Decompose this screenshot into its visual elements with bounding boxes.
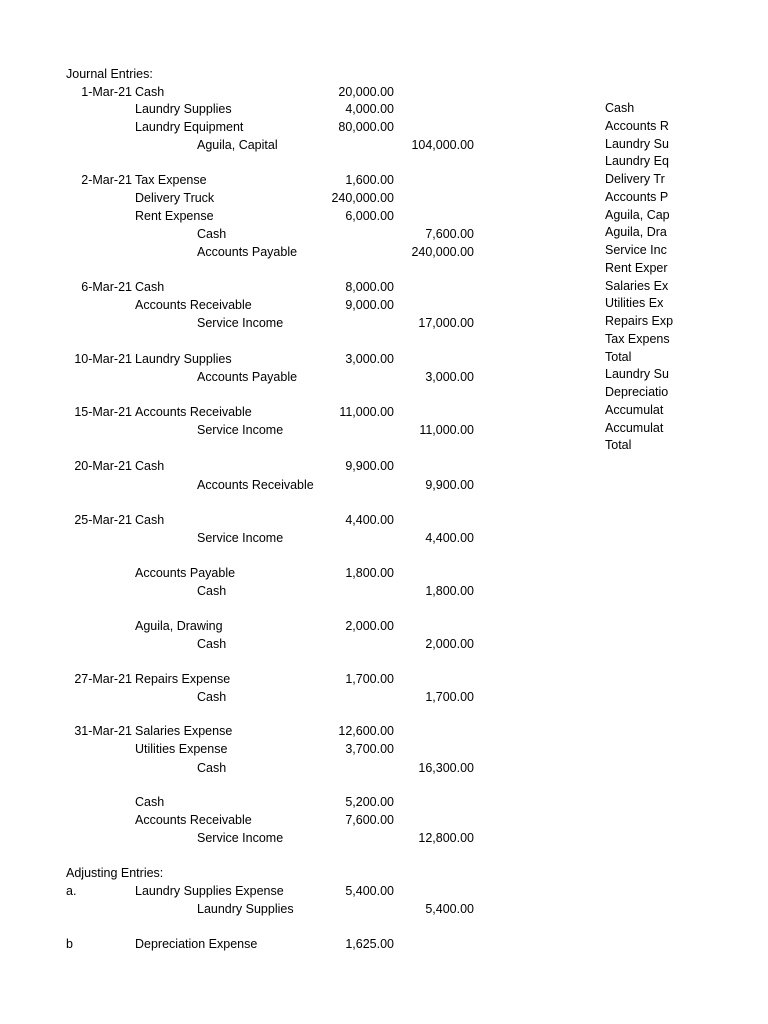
debit-amount: 20,000.00: [338, 85, 394, 99]
entry-row: [0, 638, 768, 655]
trial-balance-account: Rent Exper: [605, 260, 668, 275]
account-name: Depreciation Expense: [135, 937, 258, 951]
entry-row: [0, 620, 768, 637]
trial-balance-account: Laundry Su: [605, 136, 669, 151]
debit-amount: 7,600.00: [345, 813, 394, 827]
trial-balance-account: Salaries Ex: [605, 278, 669, 293]
account-name: Accounts Receivable: [135, 298, 252, 312]
credit-amount: 4,400.00: [425, 531, 474, 545]
account-name: Accounts Payable: [197, 245, 298, 259]
credit-amount: 17,000.00: [418, 316, 474, 330]
entry-row: [0, 673, 768, 690]
account-name: Cash: [197, 227, 227, 241]
trial-balance-account: Accounts R: [605, 118, 669, 133]
trial-balance-account: Repairs Exp: [605, 314, 674, 328]
account-name: Laundry Supplies: [135, 352, 232, 366]
debit-amount: 240,000.00: [331, 191, 394, 205]
credit-amount: 3,000.00: [425, 370, 474, 384]
debit-amount: 1,800.00: [345, 566, 394, 580]
trial-balance-account: Aguila, Dra: [605, 225, 667, 240]
credit-amount: 104,000.00: [411, 138, 474, 152]
account-name: Cash: [197, 584, 227, 598]
trial-balance-account: Accumulat: [605, 420, 664, 435]
account-name: Utilities Expense: [135, 742, 228, 756]
account-name: Service Income: [197, 831, 284, 845]
entry-date: 31-Mar-21: [74, 724, 132, 738]
credit-amount: 11,000.00: [419, 423, 474, 437]
trial-balance-account: Service Inc: [605, 243, 667, 257]
trial-balance-account: Total: [605, 349, 632, 364]
debit-amount: 3,000.00: [345, 352, 394, 366]
account-name: Repairs Expense: [135, 672, 231, 686]
account-name: Accounts Receivable: [135, 813, 252, 827]
account-name: Laundry Supplies: [197, 902, 294, 916]
entry-label: a.: [66, 884, 77, 898]
debit-amount: 9,000.00: [345, 298, 394, 312]
journal-entries-heading: Journal Entries:: [66, 67, 153, 81]
trial-balance-account: Tax Expens: [605, 331, 670, 346]
account-name: Laundry Supplies Expense: [135, 884, 284, 898]
trial-balance-account: Accumulat: [605, 402, 664, 417]
account-name: Cash: [197, 637, 227, 651]
entry-row: [0, 885, 768, 902]
entry-row: [0, 460, 768, 477]
credit-amount: 240,000.00: [411, 245, 474, 259]
trial-balance-account: Aguila, Cap: [605, 207, 670, 222]
account-name: Service Income: [197, 316, 284, 330]
account-name: Cash: [197, 761, 227, 775]
debit-amount: 1,700.00: [345, 672, 394, 686]
trial-balance-account: Accounts P: [605, 189, 669, 204]
entry-row: [0, 725, 768, 742]
entry-row: [0, 532, 768, 549]
account-name: Accounts Payable: [135, 566, 236, 580]
entry-row: [0, 743, 768, 760]
account-name: Aguila, Drawing: [135, 619, 223, 633]
entry-date: 20-Mar-21: [74, 459, 132, 473]
credit-amount: 16,300.00: [418, 761, 474, 775]
credit-amount: 5,400.00: [425, 902, 474, 916]
debit-amount: 6,000.00: [345, 209, 394, 223]
trial-balance-account: Cash: [605, 102, 635, 115]
entry-row: [0, 796, 768, 813]
entry-row: [0, 479, 768, 496]
account-name: Cash: [135, 280, 165, 294]
debit-amount: 3,700.00: [345, 742, 394, 756]
account-name: Laundry Supplies: [135, 102, 232, 116]
account-name: Accounts Receivable: [135, 405, 252, 419]
account-name: Service Income: [197, 531, 284, 545]
debit-amount: 2,000.00: [345, 619, 394, 633]
trial-balance-account: Total: [605, 438, 632, 453]
account-name: Cash: [197, 690, 227, 704]
trial-balance-account: Utilities Ex: [605, 296, 664, 311]
account-name: Salaries Expense: [135, 724, 233, 738]
trial-balance-account: Delivery Tr: [605, 172, 665, 186]
debit-amount: 1,625.00: [345, 937, 394, 951]
entry-row: [0, 903, 768, 920]
account-name: Rent Expense: [135, 209, 214, 223]
entry-date: 1-Mar-21: [81, 85, 132, 99]
credit-amount: 1,800.00: [425, 584, 474, 598]
debit-amount: 1,600.00: [345, 173, 394, 187]
credit-amount: 2,000.00: [425, 637, 474, 651]
debit-amount: 9,900.00: [345, 459, 394, 473]
account-name: Accounts Receivable: [197, 478, 314, 492]
account-name: Aguila, Capital: [197, 138, 278, 152]
entry-date: 27-Mar-21: [74, 672, 132, 686]
account-name: Cash: [135, 459, 165, 473]
entry-date: 15-Mar-21: [74, 405, 132, 419]
entry-row: [0, 691, 768, 708]
account-name: Cash: [135, 795, 165, 809]
entry-row: [0, 86, 768, 103]
credit-amount: 1,700.00: [425, 690, 474, 704]
account-name: Delivery Truck: [135, 191, 215, 205]
account-name: Laundry Equipment: [135, 120, 244, 134]
entry-date: 2-Mar-21: [81, 173, 132, 187]
entry-row: [0, 567, 768, 584]
trial-balance-account: Laundry Su: [605, 367, 669, 382]
trial-balance-account: Depreciatio: [605, 385, 669, 399]
entry-row: [0, 832, 768, 849]
debit-amount: 12,600.00: [338, 724, 394, 738]
account-name: Tax Expense: [135, 173, 207, 187]
entry-row: [0, 585, 768, 602]
account-name: Cash: [135, 85, 165, 99]
entry-label: b: [66, 937, 73, 951]
account-name: Cash: [135, 513, 165, 527]
entry-date: 25-Mar-21: [74, 513, 132, 527]
debit-amount: 4,400.00: [345, 513, 394, 527]
trial-balance-account-list: [605, 102, 768, 457]
debit-amount: 80,000.00: [338, 120, 394, 134]
entry-row: [0, 514, 768, 531]
entry-row: [0, 814, 768, 831]
credit-amount: 12,800.00: [418, 831, 474, 845]
credit-amount: 7,600.00: [425, 227, 474, 241]
entry-row: [0, 762, 768, 779]
debit-amount: 11,000.00: [339, 405, 394, 419]
entry-date: 6-Mar-21: [81, 280, 132, 294]
debit-amount: 4,000.00: [345, 102, 394, 116]
debit-amount: 5,400.00: [345, 884, 394, 898]
debit-amount: 8,000.00: [345, 280, 394, 294]
debit-amount: 5,200.00: [345, 795, 394, 809]
entry-row: [0, 938, 768, 955]
trial-balance-account: Laundry Eq: [605, 154, 669, 169]
credit-amount: 9,900.00: [425, 478, 474, 492]
account-name: Service Income: [197, 423, 284, 437]
account-name: Accounts Payable: [197, 370, 298, 384]
adjusting-entries-heading: Adjusting Entries:: [66, 866, 164, 880]
entry-date: 10-Mar-21: [74, 352, 132, 366]
